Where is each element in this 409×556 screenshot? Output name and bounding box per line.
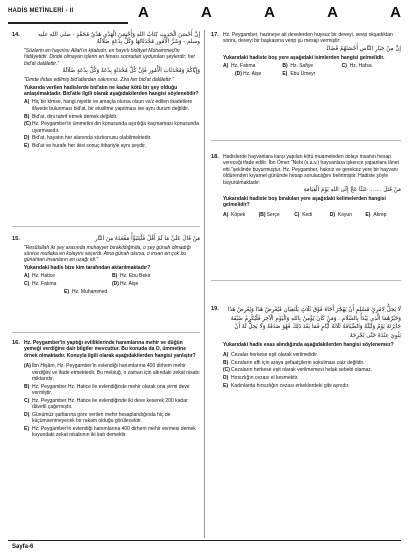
answer-option[interactable]: C) Hz. Hafsa: [341, 63, 372, 69]
answer-options: [24, 99, 200, 149]
answer-options: [24, 363, 200, 439]
hadith-translation: "Dinde ihdas edilmiş bid'atlardan sakınınız. Zira her bid'at dalâlettir.": [24, 77, 175, 83]
answer-option-marked[interactable]: (A) İbn Hişâm, Hz. Peygamber'in evlendiği hanımlarına 400 dirhem mehir verdiğini ve ifade etmektedir. Bu mebluğ, o zaman için altındaki zekat nisabı miktarıdır.: [24, 363, 200, 383]
answer-option[interactable]: C) Kedi: [294, 211, 313, 218]
arabic-text: مَنْ قَتَلَ ....... عَبَثًا عَجَّ إِلَى اللهِ يَوْمَ الْقِيَامَةِ: [303, 187, 401, 194]
question-stem: Hz. Peygamber'in yaptığı evliliklerinde hanımlarına mehir ve düğün yemeği verdiğine dair bilgiler mevcuttur. Bu konuda da O, ümmetine örnek olmaktadır. Konuyla ilgili olarak aşağıdakilerden hangisi yanlıştır?: [24, 340, 196, 359]
page-number: Sayfa-6: [12, 544, 34, 550]
question-number: 18.: [211, 154, 219, 160]
answer-option[interactable]: B) Bid'at, dini tahrif etmek demek değildir.: [24, 113, 118, 120]
answer-option-marked[interactable]: (D) Hz. Aişe: [112, 281, 139, 288]
booklet-letter: A: [327, 4, 338, 21]
answer-option[interactable]: C) Hz. Fatıma: [24, 281, 57, 288]
question-stem: Yukarıdaki hadis bize kim tarafından aktarılmaktadır?: [24, 265, 151, 271]
hadith-translation: "Sözlerin en hayırlısı Allah'ın kitabıdır, en hayırlı hidâyet Muhammed'in hidâyetidir. Dinde olmayan işlerin en fenası sonradan uydurulan şeylerdir; her bid'at dalâlettir.": [24, 48, 196, 67]
question-number: 19.: [211, 306, 219, 312]
answer-option[interactable]: B) Hz. Safiye: [282, 63, 314, 69]
question-17: [211, 32, 401, 77]
question-18: [211, 154, 401, 218]
arabic-text: لَا يَحِلُّ لِامْرِئٍ مُسْلِمٍ أَنْ يَهْجُرَ أَخَاهُ فَوْقَ ثَلَاثٍ يَلْتَقِيَانِ فَيُعْرِضُ هَذَا وَيُعْرِضُ هَذَا وَخَيْرُهُمَا الَّذِي يَبْدَأُ بِالسَّلَامِ . وَمَنْ كَانَ يُؤْمِنُ بِاللهِ وَالْيَوْمِ الْآخِرِ فَلْيُكْرِمْ ضَيْفَهُ جَائِزَتَهُ يَوْمٌ وَلَيْلَةٌ وَالضِّيَافَةُ ثَلَاثَةُ أَيَّامٍ فَمَا بَعْدَ ذَلِكَ فَهُوَ صَدَقَةٌ وَلَا يَحِلُّ لَهُ أَنْ يَثْوِيَ عِنْدَهُ حَتَّى يُحْرِجَهُ: [227, 307, 401, 339]
booklet-letter: A: [390, 4, 401, 21]
header-tab: [8, 4, 128, 24]
answer-option[interactable]: E) Hz. Peygamber'in evlendiği hanımlarına 400 dirhem mehir vermesi demek kuyundaki zekat nisabının iki katı demektir.: [24, 426, 196, 439]
answer-option[interactable]: E) Kadınlarda hırsızlığın cezası erkeklerdeki gibi aynıdır.: [223, 382, 350, 389]
question-number: 17.: [211, 32, 219, 38]
answer-option[interactable]: A) Cezalar herkese eşit olarak verilmelidir.: [223, 351, 318, 358]
booklet-letter: A: [201, 4, 212, 21]
answer-option[interactable]: A) Hz. Fatıma: [223, 63, 256, 69]
answer-options: [223, 212, 401, 218]
booklet-letter: A: [264, 4, 275, 21]
question-separator: [12, 332, 200, 333]
answer-options: [223, 352, 401, 389]
answer-option[interactable]: E) Akrep: [365, 211, 387, 218]
answer-option[interactable]: B) Hz. Peygamber Hz. Hatice ile evlendiğinde mehir olarak ona yirmi deve vermiştir.: [24, 383, 190, 397]
answer-option[interactable]: D) Hırsızlığın cezası el kesmektir.: [223, 375, 299, 382]
question-text: Hadislerde hayvanlara karşı yapılan kötü muameleden dolayı insanın hesap vereceği ifade edilir. İbn Ömer "Nebi (s.a.v.) hayvanlara işkence yapanlara lânet etti."şeklinde buyurmuştur. Hz. Peygamber, haksız ve gereksiz yere bir hayvanı öldürenden kıyamet gününde hesap sorulacağını belirtmiştir. Hadiste şöyle buyurulmaktadır:: [223, 154, 399, 186]
question-text: Hz. Peygamber, hazineye ait develerden huysuz bir deveyi, sevip okşadıktan sonra, deveyi bir başkasına verip şu mesajı vermiştir:: [223, 32, 393, 45]
answer-option[interactable]: B) Hz. Ebu Bekir: [112, 273, 151, 280]
answer-option[interactable]: A) Köpek: [223, 211, 246, 218]
page-footer: [8, 540, 401, 553]
question-number: 16.: [12, 340, 20, 346]
column-divider: [204, 30, 205, 538]
question-14: [12, 32, 200, 151]
answer-option[interactable]: C) Hz. Peygamber Hz. Hatice ile evlendiğinde iki deve keserek 200 kadar dâvetli çağırmıştır.: [24, 397, 188, 411]
answer-option[interactable]: E) Ebu Ümeyr: [282, 70, 316, 77]
question-19: [211, 306, 401, 390]
question-15: [12, 236, 200, 295]
arabic-text: إِنَّ أَحْسَنَ الْحَدِيثِ كِتَابُ اللهِ وَأَحْسَنَ الْهَدْيِ هَدْيُ مُحَمَّدٍ - صلى الله عليه وسلم - وَشَرَّ الْأُمُورِ مُحْدَثَاتُهَا وَكُلُّ بِدْعَةٍ ضَلَالَةٌ: [38, 32, 200, 46]
answer-option-marked[interactable]: (B) Serçe: [258, 211, 280, 218]
question-separator: [211, 280, 401, 281]
question-stem: Yukarıda verilen hadislerde bid'atın ne kadar kötü bir şey olduğu anlaşılmaktadır. Bid'atle ilgili olarak aşağıdakilerden hangisi söylenebilir?: [24, 84, 199, 97]
arabic-text: إِنَّ مِنْ خِيَارِ النَّاسِ أَحْسَنَهُمْ قَضَاءً: [326, 46, 401, 52]
answer-option[interactable]: E) Bid'at ve hurafe her ikisi sonuç itibariyle aynı şeydir.: [24, 143, 147, 150]
answer-options: [24, 273, 200, 295]
answer-option[interactable]: D) Bid'at, hayatın her alanında sözkonusu olabilmektedir.: [24, 135, 152, 142]
answer-options: [223, 63, 401, 77]
answer-option-marked[interactable]: (C) Hz. Peygamber'in ümmetini din konusunda aşırılığa kaçmaması konusunda uyarmasıdır.: [24, 121, 199, 134]
question-separator: [211, 140, 401, 141]
page-header: [8, 4, 401, 26]
arabic-text: مَنْ قَالَ عَلَيَّ مَا لَمْ أَقُلْ فَلْيَتَبَوَّأْ مَقْعَدَهُ مِنَ النَّارِ: [94, 236, 200, 242]
question-stem: Yukarıdaki hadiste boş yere aşağıdaki isimlerden hangisi gelmelidir.: [223, 54, 385, 61]
question-stem: Yukarıdaki hadiste boş bırakılan yere aşağıdaki kelimelerden hangisi gelmelidir?: [223, 195, 386, 209]
answer-option[interactable]: D) Günümüz şartlarına göre verilen mehir hesaplandığında hiç de küçümsenmeyecek bir rakam olduğu görülecektir.: [24, 411, 171, 425]
answer-option[interactable]: A) Hz. Hatice: [24, 273, 56, 280]
question-separator: [12, 226, 200, 227]
answer-option[interactable]: B) Cezaların affı için araya şefaatçilerin sokulması caiz değildir.: [223, 359, 365, 366]
answer-option-marked[interactable]: (C) Cezaların herkese eşit olarak verilmemesi helak sebebi olamaz.: [223, 367, 373, 374]
question-16: [12, 340, 200, 440]
booklet-letter: A: [138, 4, 149, 21]
answer-option-marked[interactable]: (D) Hz. Aişe: [235, 70, 262, 77]
header-title: HADİS METİNLERİ - II: [8, 8, 74, 14]
booklet-letters: [132, 4, 401, 21]
arabic-text: وَإِيَّاكُمْ وَمُحْدَثَاتِ الْأُمُورِ فَإِنَّ كُلَّ مُحْدَثَةٍ بِدْعَةٌ وَكُلَّ بِدْعَةٍ ضَلَالَةٌ: [62, 68, 200, 75]
hadith-translation: "Resûlullah iki şey arasında muhayyer bırakıldığında, o şey günah olmadığı sürece mutlaka en kolayını seçerdi. Ama günah olursa, o insan en çok bu günahtan insanların en uzağı idi.": [24, 244, 191, 264]
answer-option[interactable]: E) Hz. Muhammed: [64, 288, 108, 295]
answer-option[interactable]: A) Hiç bir kimse, hangi niyetle ve amaçla olursa olsun va'z edilen ibadetlere ilâvede bulunması bid'at, bir eksiltme yapılması ise aynı durum değildir.: [24, 99, 193, 112]
answer-option[interactable]: D) Koyun: [329, 211, 352, 218]
question-stem: Yukarıdaki hadis esas alındığında aşağıdakilerden hangisi söylenemez?: [223, 341, 394, 348]
question-number: 15.: [12, 236, 20, 242]
question-number: 14.: [12, 32, 20, 38]
